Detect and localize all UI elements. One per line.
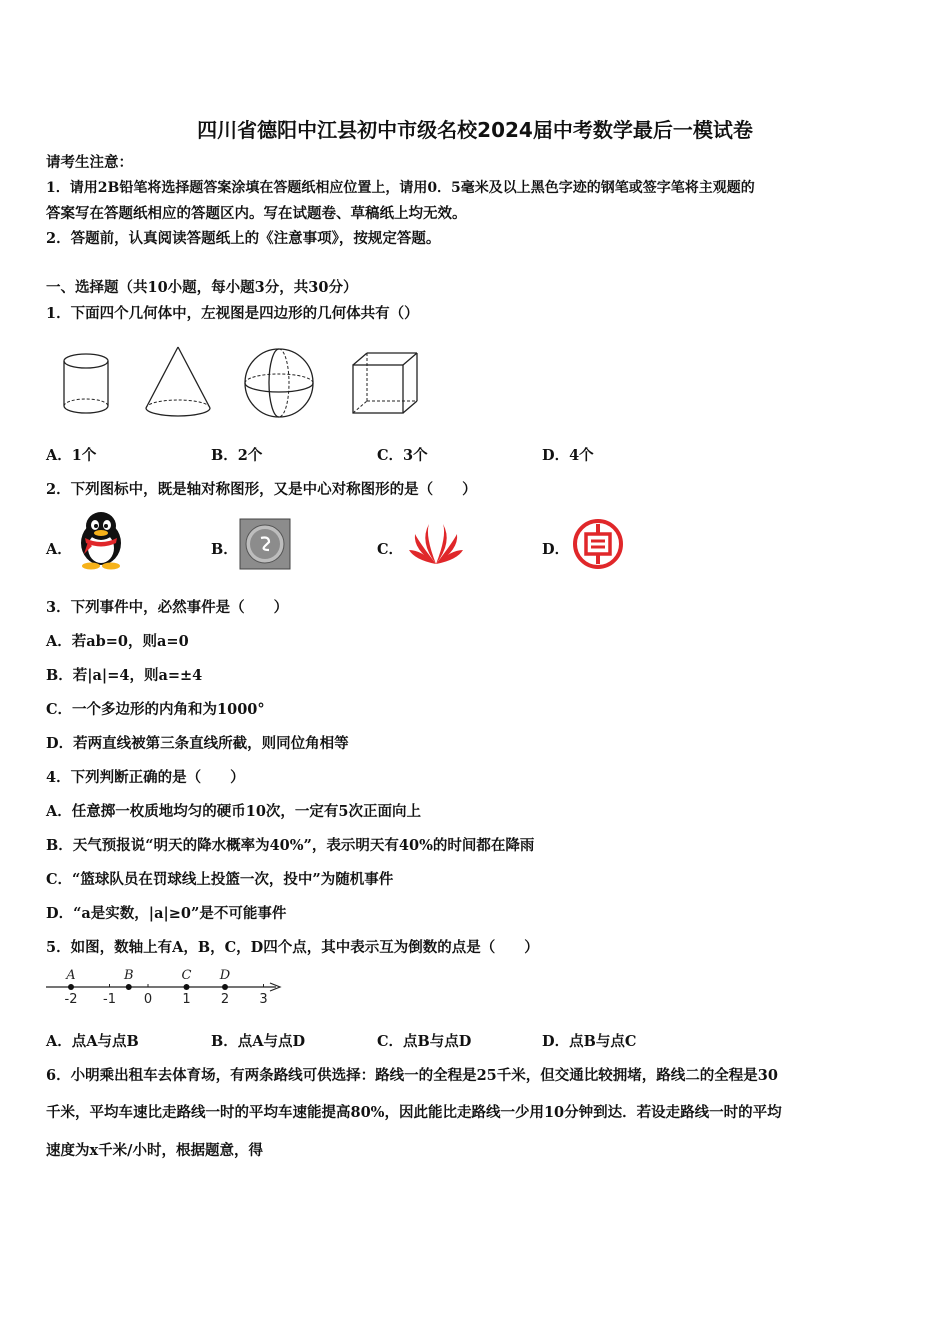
number-line-point-label: A [66,968,76,983]
cone-icon [142,344,214,420]
number-line-tick-label: 3 [259,992,268,1007]
number-line-point [68,984,74,990]
number-line-tick-label: 2 [220,992,230,1007]
number-line-point-label: B [123,968,134,983]
flower-petal-logo-icon [405,520,467,568]
notice-item-2: 2．答题前，认真阅读答题纸上的《注意事项》，按规定答题。 [46,230,441,247]
q3-option-c: C．一个多边形的内角和为1000° [46,701,265,718]
number-line [44,962,288,1012]
q1-option-c: C．3个 [377,447,428,464]
number-line-point [184,984,190,990]
number-line-point-label: D [219,968,231,983]
question-3-stem: 3．下列事件中，必然事件是（ ） [46,599,289,616]
q2-option-d-label: D． [542,541,570,558]
question-6-line-2: 千米，平均车速比走路线一时的平均车速能提高80%，因此能比走路线一少用10分钟到达．若设走路线一时的平均 [46,1104,782,1121]
notice-item-1-line-2: 答案写在答题纸相应的答题区内。写在试题卷、草稿纸上均无效。 [46,205,467,222]
section-heading: 一、选择题（共10小题，每小题3分，共30分） [46,279,358,296]
q3-option-d: D．若两直线被第三条直线所截，则同位角相等 [46,735,349,752]
q5-option-a: A．点A与点B [46,1033,139,1050]
disc-logo-icon [239,518,291,570]
q5-option-c: C．点B与点D [377,1033,472,1050]
q5-option-b: B．点A与点D [211,1033,306,1050]
question-6-line-1: 6．小明乘出租车去体育场，有两条路线可供选择：路线一的全程是25千米，但交通比较拥堵，路线二的全程是30 [46,1067,778,1084]
number-line-point [126,984,132,990]
notice-item-1-line-1: 1．请用2B铅笔将选择题答案涂填在答题纸相应位置上，请用0．5毫米及以上黑色字迹的钢笔或签字笔将主观题的 [46,180,755,196]
number-line-point-label: C [181,968,192,983]
cylinder-icon [60,352,112,416]
q4-option-a: A．任意掷一枚质地均匀的硬币10次，一定有5次正面向上 [46,803,422,820]
q3-option-a: A．若ab=0，则a=0 [46,633,189,650]
penguin-logo-icon [74,510,128,570]
question-1-stem: 1．下面四个几何体中，左视图是四边形的几何体共有（） [46,305,419,322]
number-line-tick-label: 1 [182,992,191,1007]
sphere-icon [242,346,316,420]
number-line-tick-label: -2 [64,992,78,1007]
number-line-tick-label: -1 [103,992,116,1007]
page-title: 四川省德阳中江县初中市级名校2024届中考数学最后一模试卷 [197,118,753,142]
number-line-tick-label: 0 [143,992,153,1007]
q2-option-a-label: A． [46,541,72,558]
q1-option-b: B．2个 [211,447,263,464]
question-2-stem: 2．下列图标中，既是轴对称图形，又是中心对称图形的是（ ） [46,481,477,498]
q3-option-b: B．若|a|=4，则a=±4 [46,667,203,684]
q1-option-d: D．4个 [542,447,594,464]
number-line-point [222,984,228,990]
q1-option-a: A．1个 [46,447,97,464]
q2-option-c-label: C． [377,541,404,558]
bank-seal-logo-icon [571,517,625,571]
question-5-stem: 5．如图，数轴上有A，B，C，D四个点，其中表示互为倒数的点是（ ） [46,939,539,956]
q4-option-b: B．天气预报说“明天的降水概率为40%”，表示明天有40%的时间都在降雨 [46,837,535,854]
cube-icon [350,350,420,416]
question-4-stem: 4．下列判断正确的是（ ） [46,769,245,786]
q4-option-d: D．“a是实数，|a|≥0”是不可能事件 [46,905,287,922]
q5-option-d: D．点B与点C [542,1033,637,1050]
question-6-line-3: 速度为x千米/小时，根据题意，得 [46,1142,263,1159]
q2-option-b-label: B． [211,541,238,558]
notice-heading: 请考生注意： [46,154,133,171]
q4-option-c: C．“篮球队员在罚球线上投篮一次，投中”为随机事件 [46,871,394,888]
